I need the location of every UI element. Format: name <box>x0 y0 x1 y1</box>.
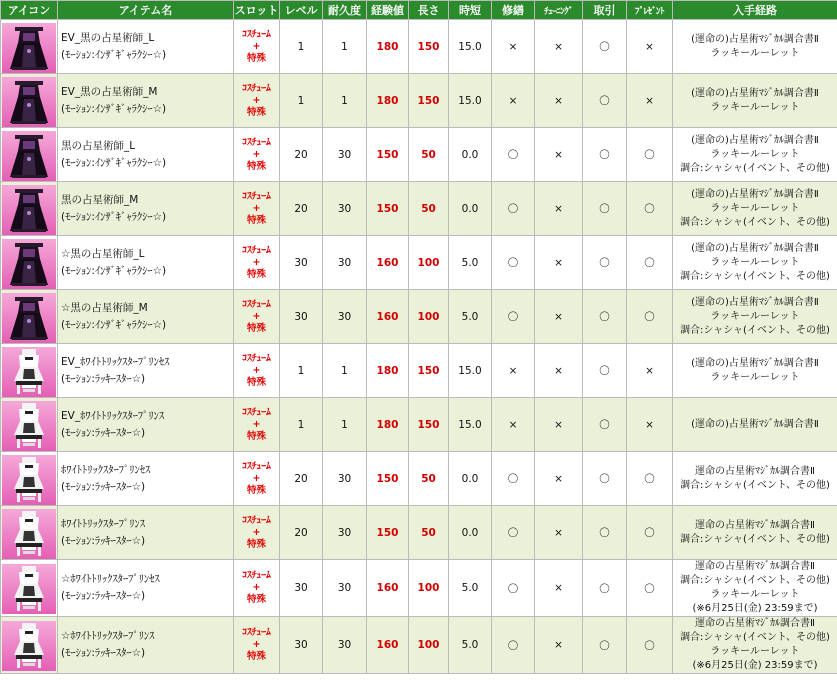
icon-cell <box>1 617 58 674</box>
route-line: (運命の)占星術ﾏｼﾞｶﾙ調合書Ⅱ <box>691 242 819 254</box>
route-cell <box>673 344 837 398</box>
slot-line-plus: + <box>252 472 261 484</box>
tuning-cell: × <box>535 344 583 398</box>
icon-cell <box>1 74 58 128</box>
level-cell: 30 <box>280 560 323 617</box>
item-name-cell <box>58 182 234 236</box>
slot-line-costume: ｺｽﾁｭｰﾑ <box>242 136 271 148</box>
length-cell: 100 <box>409 617 449 674</box>
header-length: 長さ <box>409 1 449 20</box>
durability-cell: 30 <box>323 236 367 290</box>
costume-stargazer-black-blue-icon <box>2 77 56 127</box>
time-short-cell: 5.0 <box>449 290 492 344</box>
time-short-cell: 0.0 <box>449 506 492 560</box>
slot-cell <box>234 560 280 617</box>
exp-cell: 160 <box>367 560 409 617</box>
time-short-cell: 15.0 <box>449 344 492 398</box>
slot-line-costume: ｺｽﾁｭｰﾑ <box>242 190 271 202</box>
trade-cell: 〇 <box>583 398 627 452</box>
tuning-cell: × <box>535 182 583 236</box>
route-line: 調合:シャシャ(イベント、その他) <box>680 479 830 491</box>
slot-line-costume: ｺｽﾁｭｰﾑ <box>242 298 271 310</box>
route-line: 運命の占星術ﾏｼﾞｶﾙ調合書Ⅱ <box>695 561 815 572</box>
trade-cell: 〇 <box>583 617 627 674</box>
slot-cell <box>234 20 280 74</box>
level-cell: 1 <box>280 74 323 128</box>
slot-line-special: 特殊 <box>246 106 266 118</box>
slot-line-costume: ｺｽﾁｭｰﾑ <box>242 406 271 418</box>
trade-cell: 〇 <box>583 236 627 290</box>
repair-cell: 〇 <box>492 452 535 506</box>
item-name: EV_ﾎﾜｲﾄﾄﾘｯｸｽﾀｰﾌﾟﾘﾝｽ <box>61 409 165 422</box>
table-row <box>1 290 837 344</box>
slot-line-plus: + <box>252 40 261 52</box>
slot-line-costume: ｺｽﾁｭｰﾑ <box>242 460 271 472</box>
present-cell: 〇 <box>627 128 673 182</box>
route-cell <box>673 506 837 560</box>
durability-cell: 30 <box>323 182 367 236</box>
level-cell: 20 <box>280 128 323 182</box>
header-trade: 取引 <box>583 1 627 20</box>
repair-cell: 〇 <box>492 290 535 344</box>
slot-cell <box>234 128 280 182</box>
route-line: ラッキールーレット <box>710 256 800 268</box>
trade-cell: 〇 <box>583 344 627 398</box>
icon-cell <box>1 128 58 182</box>
table-row <box>1 20 837 74</box>
route-line: 調合:シャシャ(イベント、その他) <box>680 162 830 174</box>
table-row <box>1 182 837 236</box>
level-cell: 1 <box>280 344 323 398</box>
costume-trick-star-pink-icon <box>2 455 56 505</box>
route-cell <box>673 128 837 182</box>
length-cell: 150 <box>409 344 449 398</box>
durability-cell: 30 <box>323 560 367 617</box>
length-cell: 150 <box>409 20 449 74</box>
slot-line-special: 特殊 <box>246 538 266 550</box>
costume-trick-star-blue-icon <box>2 509 56 559</box>
slot-line-costume: ｺｽﾁｭｰﾑ <box>242 570 271 581</box>
item-name: EV_黒の占星術師_M <box>61 85 158 98</box>
time-short-cell: 5.0 <box>449 617 492 674</box>
item-motion: (ﾓｰｼｮﾝ:ｲﾝｻﾞｷﾞｬﾗｸｼｰ☆) <box>61 210 167 223</box>
slot-line-plus: + <box>252 94 261 106</box>
route-line: (運命の)占星術ﾏｼﾞｶﾙ調合書Ⅱ <box>691 296 819 308</box>
time-short-cell: 15.0 <box>449 20 492 74</box>
length-cell: 50 <box>409 128 449 182</box>
header-level: レベル <box>280 1 323 20</box>
time-short-cell: 5.0 <box>449 236 492 290</box>
time-short-cell: 0.0 <box>449 182 492 236</box>
table-row <box>1 74 837 128</box>
item-name-cell <box>58 236 234 290</box>
item-name-cell <box>58 452 234 506</box>
route-line: 運命の占星術ﾏｼﾞｶﾙ調合書Ⅱ <box>695 618 815 629</box>
header-present: ﾌﾟﾚｾﾞﾝﾄ <box>627 1 673 20</box>
trade-cell: 〇 <box>583 128 627 182</box>
durability-cell: 1 <box>323 398 367 452</box>
icon-cell <box>1 20 58 74</box>
route-cell <box>673 398 837 452</box>
item-motion: (ﾓｰｼｮﾝ:ﾗｯｷｰｽﾀｰ☆) <box>61 372 146 385</box>
tuning-cell: × <box>535 236 583 290</box>
durability-cell: 1 <box>323 74 367 128</box>
durability-cell: 1 <box>323 20 367 74</box>
route-line: 調合:シャシャ(イベント、その他) <box>680 216 830 228</box>
item-motion: (ﾓｰｼｮﾝ:ｲﾝｻﾞｷﾞｬﾗｸｼｰ☆) <box>61 318 167 331</box>
item-motion: (ﾓｰｼｮﾝ:ｲﾝｻﾞｷﾞｬﾗｸｼｰ☆) <box>61 156 167 169</box>
slot-cell <box>234 74 280 128</box>
route-line: ラッキールーレット <box>710 371 800 383</box>
slot-line-plus: + <box>252 364 261 376</box>
exp-cell: 160 <box>367 236 409 290</box>
item-name: ﾎﾜｲﾄﾄﾘｯｸｽﾀｰﾌﾟﾘﾝｾｽ <box>61 463 151 476</box>
exp-cell: 150 <box>367 506 409 560</box>
header-icon: アイコン <box>1 1 58 20</box>
trade-cell: 〇 <box>583 506 627 560</box>
costume-trick-star-pink-icon <box>2 564 56 614</box>
present-cell: 〇 <box>627 617 673 674</box>
slot-line-costume: ｺｽﾁｭｰﾑ <box>242 244 271 256</box>
present-cell: 〇 <box>627 236 673 290</box>
route-cell <box>673 617 837 674</box>
route-line: ラッキールーレット <box>710 646 800 657</box>
slot-line-special: 特殊 <box>246 214 266 226</box>
route-line: (※6月25日(金) 23:59まで) <box>692 603 818 614</box>
slot-cell <box>234 344 280 398</box>
table-row <box>1 236 837 290</box>
route-line: ラッキールーレット <box>710 202 800 214</box>
slot-cell <box>234 236 280 290</box>
slot-line-plus: + <box>252 148 261 160</box>
route-cell <box>673 236 837 290</box>
present-cell: 〇 <box>627 560 673 617</box>
route-cell <box>673 290 837 344</box>
present-cell: × <box>627 20 673 74</box>
costume-stargazer-black-pink-icon <box>2 131 56 181</box>
tuning-cell: × <box>535 506 583 560</box>
slot-line-plus: + <box>252 310 261 322</box>
item-name: 黒の占星術師_M <box>61 193 139 206</box>
route-cell <box>673 20 837 74</box>
tuning-cell: × <box>535 398 583 452</box>
slot-line-special: 特殊 <box>246 52 266 64</box>
exp-cell: 180 <box>367 344 409 398</box>
trade-cell: 〇 <box>583 452 627 506</box>
item-motion: (ﾓｰｼｮﾝ:ﾗｯｷｰｽﾀｰ☆) <box>61 647 146 659</box>
costume-stargazer-black-blue-icon <box>2 293 56 343</box>
slot-line-special: 特殊 <box>246 376 266 388</box>
level-cell: 30 <box>280 617 323 674</box>
route-line: ラッキールーレット <box>710 310 800 322</box>
exp-cell: 150 <box>367 128 409 182</box>
item-motion: (ﾓｰｼｮﾝ:ｲﾝｻﾞｷﾞｬﾗｸｼｰ☆) <box>61 102 167 115</box>
present-cell: 〇 <box>627 452 673 506</box>
item-name-cell <box>58 560 234 617</box>
repair-cell: 〇 <box>492 182 535 236</box>
slot-line-costume: ｺｽﾁｭｰﾑ <box>242 514 271 526</box>
tuning-cell: × <box>535 452 583 506</box>
slot-cell <box>234 506 280 560</box>
header-route: 入手経路 <box>673 1 837 20</box>
repair-cell: 〇 <box>492 506 535 560</box>
icon-cell <box>1 236 58 290</box>
route-line: (※6月25日(金) 23:59まで) <box>692 660 818 671</box>
header-tuning: ﾁｭｰﾆﾝｸﾞ <box>535 1 583 20</box>
slot-cell <box>234 398 280 452</box>
item-name-cell <box>58 506 234 560</box>
route-line: (運命の)占星術ﾏｼﾞｶﾙ調合書Ⅱ <box>691 87 819 99</box>
level-cell: 1 <box>280 20 323 74</box>
table-row <box>1 398 837 452</box>
slot-cell <box>234 290 280 344</box>
tuning-cell: × <box>535 74 583 128</box>
level-cell: 30 <box>280 236 323 290</box>
table-row <box>1 344 837 398</box>
exp-cell: 160 <box>367 290 409 344</box>
item-name-cell <box>58 128 234 182</box>
trade-cell: 〇 <box>583 560 627 617</box>
repair-cell: 〇 <box>492 617 535 674</box>
repair-cell: × <box>492 20 535 74</box>
exp-cell: 150 <box>367 452 409 506</box>
length-cell: 50 <box>409 452 449 506</box>
tuning-cell: × <box>535 128 583 182</box>
costume-stargazer-black-pink-icon <box>2 23 56 73</box>
slot-line-plus: + <box>252 256 261 268</box>
present-cell: 〇 <box>627 506 673 560</box>
durability-cell: 30 <box>323 506 367 560</box>
item-name-cell <box>58 20 234 74</box>
route-line: ラッキールーレット <box>710 589 800 600</box>
slot-line-plus: + <box>252 526 261 538</box>
time-short-cell: 15.0 <box>449 74 492 128</box>
header-slot: スロット <box>234 1 280 20</box>
table-row <box>1 560 837 617</box>
durability-cell: 30 <box>323 452 367 506</box>
item-motion: (ﾓｰｼｮﾝ:ﾗｯｷｰｽﾀｰ☆) <box>61 590 146 602</box>
exp-cell: 180 <box>367 20 409 74</box>
icon-cell <box>1 560 58 617</box>
route-line: 運命の占星術ﾏｼﾞｶﾙ調合書Ⅱ <box>695 519 815 531</box>
repair-cell: 〇 <box>492 560 535 617</box>
time-short-cell: 0.0 <box>449 452 492 506</box>
durability-cell: 1 <box>323 344 367 398</box>
icon-cell <box>1 452 58 506</box>
slot-line-special: 特殊 <box>246 484 266 496</box>
repair-cell: 〇 <box>492 236 535 290</box>
length-cell: 100 <box>409 236 449 290</box>
time-short-cell: 15.0 <box>449 398 492 452</box>
item-name-cell <box>58 290 234 344</box>
slot-line-special: 特殊 <box>246 322 266 334</box>
item-name-cell <box>58 74 234 128</box>
route-cell <box>673 74 837 128</box>
tuning-cell: × <box>535 20 583 74</box>
slot-cell <box>234 182 280 236</box>
item-motion: (ﾓｰｼｮﾝ:ｲﾝｻﾞｷﾞｬﾗｸｼｰ☆) <box>61 48 167 61</box>
trade-cell: 〇 <box>583 74 627 128</box>
trade-cell: 〇 <box>583 20 627 74</box>
durability-cell: 30 <box>323 290 367 344</box>
route-line: ラッキールーレット <box>710 47 800 59</box>
item-name: EV_ﾎﾜｲﾄﾄﾘｯｸｽﾀｰﾌﾟﾘﾝｾｽ <box>61 355 170 368</box>
route-line: (運命の)占星術ﾏｼﾞｶﾙ調合書Ⅱ <box>691 357 819 369</box>
time-short-cell: 5.0 <box>449 560 492 617</box>
route-line: (運命の)占星術ﾏｼﾞｶﾙ調合書Ⅱ <box>691 418 819 430</box>
table-row <box>1 617 837 674</box>
slot-line-special: 特殊 <box>246 594 266 605</box>
trade-cell: 〇 <box>583 182 627 236</box>
length-cell: 50 <box>409 506 449 560</box>
item-name: ﾎﾜｲﾄﾄﾘｯｸｽﾀｰﾌﾟﾘﾝｽ <box>61 517 145 530</box>
present-cell: × <box>627 74 673 128</box>
exp-cell: 180 <box>367 398 409 452</box>
route-line: (運命の)占星術ﾏｼﾞｶﾙ調合書Ⅱ <box>691 188 819 200</box>
slot-line-special: 特殊 <box>246 268 266 280</box>
durability-cell: 30 <box>323 617 367 674</box>
present-cell: 〇 <box>627 182 673 236</box>
header-durability: 耐久度 <box>323 1 367 20</box>
route-line: 運命の占星術ﾏｼﾞｶﾙ調合書Ⅱ <box>695 465 815 477</box>
repair-cell: × <box>492 74 535 128</box>
exp-cell: 150 <box>367 182 409 236</box>
item-name: ☆黒の占星術師_L <box>61 247 145 260</box>
header-exp: 経験値 <box>367 1 409 20</box>
header-repair: 修繕 <box>492 1 535 20</box>
route-cell <box>673 452 837 506</box>
icon-cell <box>1 344 58 398</box>
level-cell: 30 <box>280 290 323 344</box>
exp-cell: 160 <box>367 617 409 674</box>
tuning-cell: × <box>535 560 583 617</box>
slot-line-plus: + <box>252 639 261 650</box>
level-cell: 20 <box>280 452 323 506</box>
slot-cell <box>234 452 280 506</box>
length-cell: 50 <box>409 182 449 236</box>
time-short-cell: 0.0 <box>449 128 492 182</box>
item-name-cell <box>58 398 234 452</box>
level-cell: 20 <box>280 182 323 236</box>
tuning-cell: × <box>535 290 583 344</box>
route-line: 調合:シャシャ(イベント、その他) <box>680 270 830 282</box>
present-cell: × <box>627 344 673 398</box>
costume-stargazer-black-blue-icon <box>2 185 56 235</box>
icon-cell <box>1 506 58 560</box>
trade-cell: 〇 <box>583 290 627 344</box>
costume-trick-star-pink-icon <box>2 347 56 397</box>
repair-cell: × <box>492 344 535 398</box>
route-line: ラッキールーレット <box>710 101 800 113</box>
level-cell: 20 <box>280 506 323 560</box>
durability-cell: 30 <box>323 128 367 182</box>
slot-line-special: 特殊 <box>246 430 266 442</box>
slot-line-costume: ｺｽﾁｭｰﾑ <box>242 28 271 40</box>
table-row <box>1 128 837 182</box>
costume-stargazer-black-pink-icon <box>2 239 56 289</box>
level-cell: 1 <box>280 398 323 452</box>
exp-cell: 180 <box>367 74 409 128</box>
costume-trick-star-blue-icon <box>2 401 56 451</box>
slot-line-special: 特殊 <box>246 651 266 662</box>
item-name: ☆ﾎﾜｲﾄﾄﾘｯｸｽﾀｰﾌﾟﾘﾝｾｽ <box>61 573 160 585</box>
item-name: 黒の占星術師_L <box>61 139 136 152</box>
header-item-name: アイテム名 <box>58 1 234 20</box>
header-time-short: 時短 <box>449 1 492 20</box>
length-cell: 150 <box>409 398 449 452</box>
slot-line-special: 特殊 <box>246 160 266 172</box>
item-name-cell <box>58 617 234 674</box>
slot-line-plus: + <box>252 202 261 214</box>
icon-cell <box>1 182 58 236</box>
header-row <box>1 1 837 20</box>
item-motion: (ﾓｰｼｮﾝ:ｲﾝｻﾞｷﾞｬﾗｸｼｰ☆) <box>61 264 167 277</box>
item-motion: (ﾓｰｼｮﾝ:ﾗｯｷｰｽﾀｰ☆) <box>61 534 146 547</box>
repair-cell: × <box>492 398 535 452</box>
item-motion: (ﾓｰｼｮﾝ:ﾗｯｷｰｽﾀｰ☆) <box>61 480 146 493</box>
slot-line-plus: + <box>252 418 261 430</box>
table-row <box>1 452 837 506</box>
route-cell <box>673 182 837 236</box>
table-row <box>1 506 837 560</box>
route-cell <box>673 560 837 617</box>
costume-trick-star-blue-icon <box>2 621 56 671</box>
slot-line-costume: ｺｽﾁｭｰﾑ <box>242 627 271 638</box>
present-cell: 〇 <box>627 290 673 344</box>
item-name: EV_黒の占星術師_L <box>61 31 155 44</box>
tuning-cell: × <box>535 617 583 674</box>
route-line: (運命の)占星術ﾏｼﾞｶﾙ調合書Ⅱ <box>691 33 819 45</box>
route-line: 調合:シャシャ(イベント、その他) <box>680 632 830 643</box>
slot-cell <box>234 617 280 674</box>
icon-cell <box>1 398 58 452</box>
repair-cell: 〇 <box>492 128 535 182</box>
icon-cell <box>1 290 58 344</box>
route-line: ラッキールーレット <box>710 148 800 160</box>
item-name-cell <box>58 344 234 398</box>
present-cell: × <box>627 398 673 452</box>
slot-line-costume: ｺｽﾁｭｰﾑ <box>242 352 271 364</box>
route-line: 調合:シャシャ(イベント、その他) <box>680 324 830 336</box>
item-motion: (ﾓｰｼｮﾝ:ﾗｯｷｰｽﾀｰ☆) <box>61 426 146 439</box>
length-cell: 100 <box>409 290 449 344</box>
length-cell: 100 <box>409 560 449 617</box>
length-cell: 150 <box>409 74 449 128</box>
slot-line-costume: ｺｽﾁｭｰﾑ <box>242 82 271 94</box>
route-line: 調合:シャシャ(イベント、その他) <box>680 533 830 545</box>
route-line: (運命の)占星術ﾏｼﾞｶﾙ調合書Ⅱ <box>691 134 819 146</box>
item-name: ☆黒の占星術師_M <box>61 301 148 314</box>
item-name: ☆ﾎﾜｲﾄﾄﾘｯｸｽﾀｰﾌﾟﾘﾝｽ <box>61 630 155 642</box>
slot-line-plus: + <box>252 582 261 593</box>
route-line: 調合:シャシャ(イベント、その他) <box>680 575 830 586</box>
